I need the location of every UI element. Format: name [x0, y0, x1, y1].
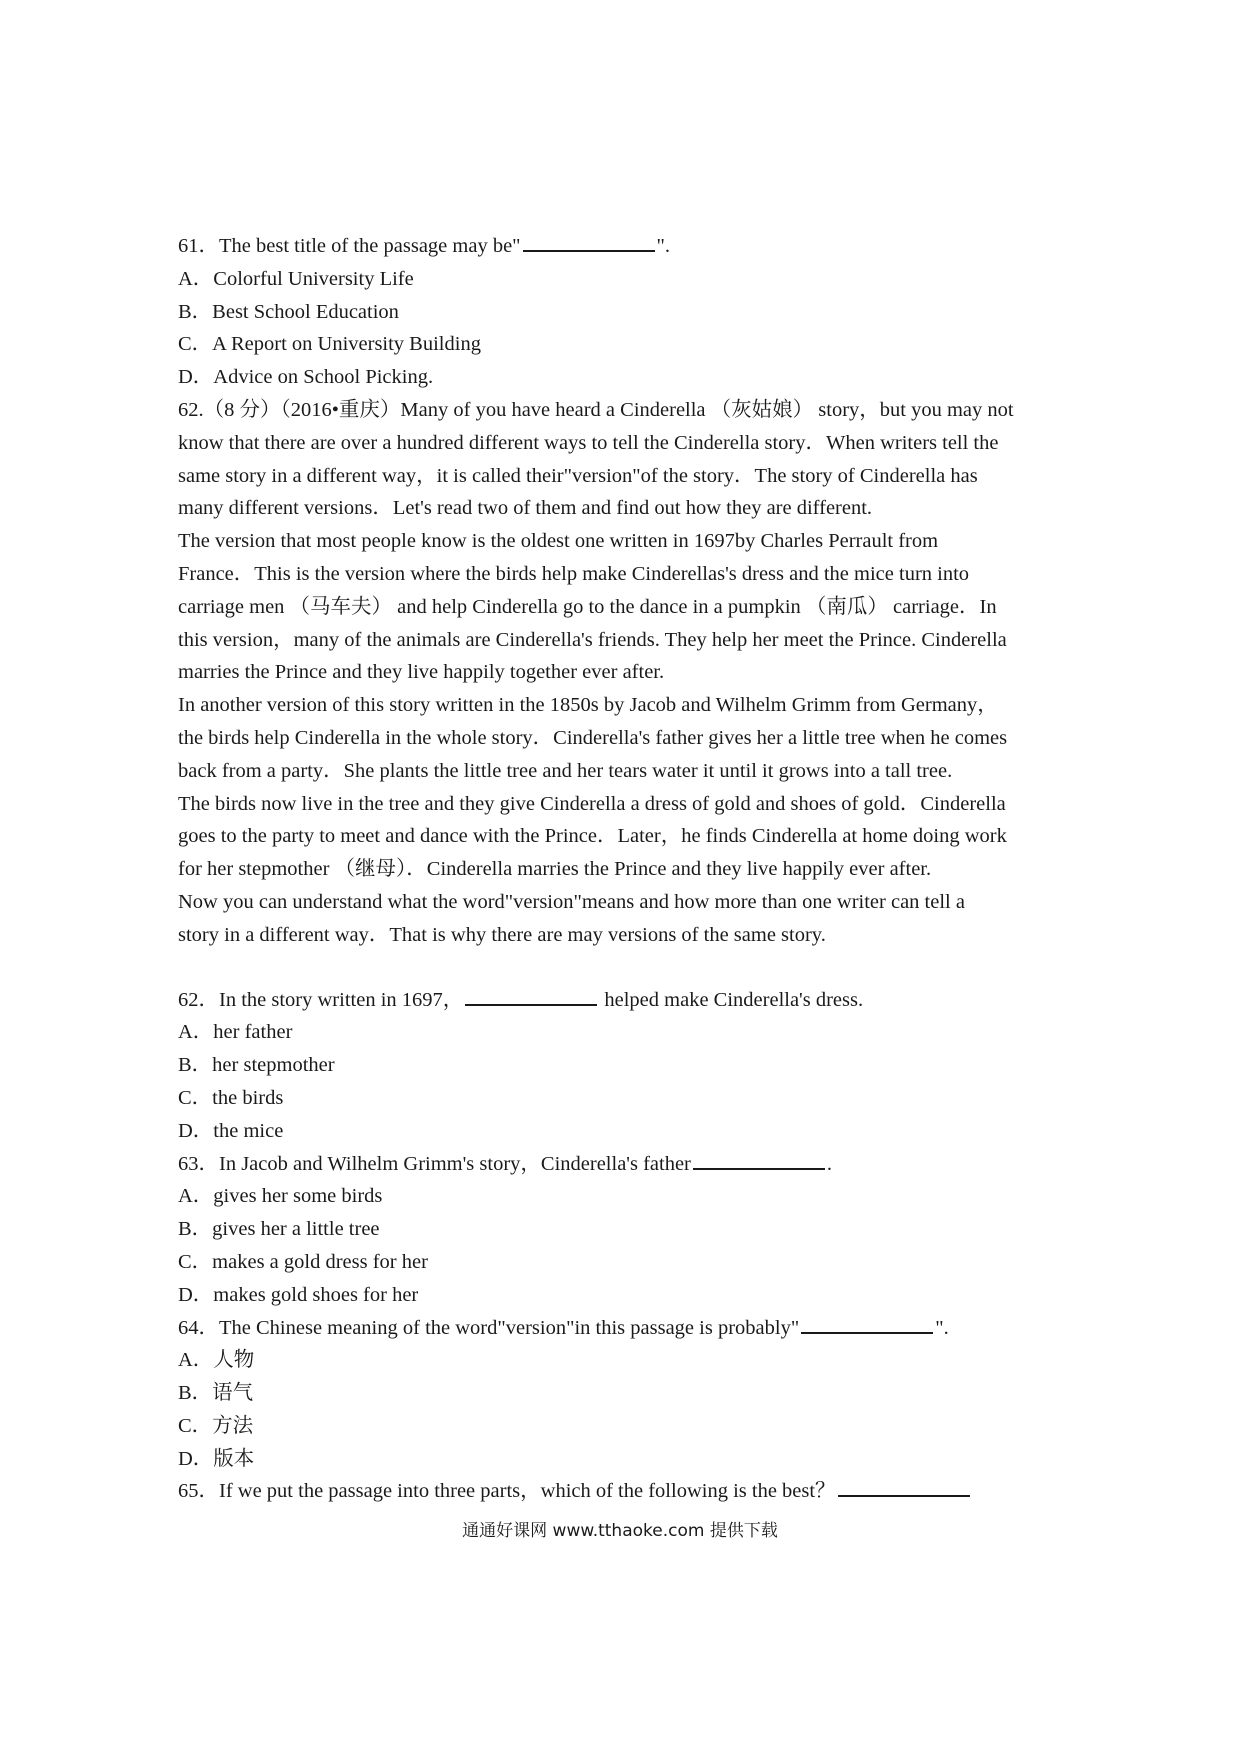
- passage-line: In another version of this story written in the 1850s by Jacob and Wilhelm Grimm from Germany，: [178, 694, 998, 717]
- option-61-c: C．A Report on University Building: [178, 333, 481, 356]
- reading-passage: [178, 394, 1078, 952]
- question-61-text-end: ".: [656, 235, 671, 257]
- passage-line: marries the Prince and they live happily together ever after.: [178, 661, 665, 684]
- passage-line: for her stepmother （继母）．Cinderella marries the Prince and they live happily ever after.: [178, 858, 932, 881]
- answer-blank-62: [465, 984, 597, 1006]
- passage-line: back from a party．She plants the little tree and her tears water it until it grows into a tall tree.: [178, 759, 953, 782]
- page-content: [178, 230, 1078, 1508]
- option-62-b: B．her stepmother: [178, 1054, 335, 1077]
- answer-blank-61: [523, 230, 655, 252]
- passage-line: carriage men （马车夫） and help Cinderella go to the dance in a pumpkin （南瓜） carriage．In: [178, 595, 997, 618]
- option-63-a: A．gives her some birds: [178, 1185, 383, 1208]
- passage-line: the birds help Cinderella in the whole story．Cinderella's father gives her a little tree when he comes: [178, 726, 1008, 749]
- option-62-d: D．the mice: [178, 1119, 284, 1142]
- passage-line: 62.（8 分）（2016•重庆）Many of you have heard a Cinderella （灰姑娘） story，but you may not: [178, 398, 1014, 421]
- passage-line: The version that most people know is the oldest one written in 1697by Charles Perrault from: [178, 530, 939, 553]
- passage-line: Now you can understand what the word"version"means and how more than one writer can tell a: [178, 890, 965, 913]
- answer-blank-65: [838, 1475, 970, 1497]
- option-61-d: D．Advice on School Picking.: [178, 366, 434, 389]
- question-64-stem: [178, 1312, 1078, 1345]
- passage-line: many different versions．Let's read two of them and find out how they are different.: [178, 497, 873, 520]
- answer-blank-63: [693, 1148, 825, 1170]
- passage-line: The birds now live in the tree and they give Cinderella a dress of gold and shoes of gold．Cinderella: [178, 792, 1006, 815]
- passage-line: this version，many of the animals are Cinderella's friends. They help her meet the Prince. Cinderella: [178, 628, 1007, 651]
- option-62-c: C．the birds: [178, 1086, 284, 1109]
- passage-line: same story in a different way，it is called their"version"of the story．The story of Cinderella has: [178, 464, 978, 487]
- question-61-text: 61．The best title of the passage may be": [178, 235, 521, 257]
- option-64-d: D．版本: [178, 1447, 255, 1470]
- question-61-stem: [178, 230, 1078, 263]
- question-63-text-end: .: [826, 1152, 833, 1175]
- question-65-stem: [178, 1475, 1078, 1508]
- section-spacer: [178, 952, 1078, 984]
- question-63-text: 63．In Jacob and Wilhelm Grimm's story，Cinderella's father: [178, 1152, 691, 1175]
- option-64-c: C．方法: [178, 1414, 254, 1437]
- question-64-text-end: ".: [935, 1316, 949, 1339]
- question-62-text-end: helped make Cinderella's dress.: [599, 988, 864, 1011]
- option-64-b: B．语气: [178, 1382, 254, 1405]
- question-62-text: 62．In the story written in 1697，: [178, 988, 464, 1011]
- question-64-text: 64．The Chinese meaning of the word"version"in this passage is probably": [178, 1316, 800, 1339]
- passage-line: goes to the party to meet and dance with the Prince．Later，he finds Cinderella at home doing work: [178, 825, 1007, 848]
- answer-blank-64: [801, 1312, 933, 1334]
- option-64-a: A．人物: [178, 1349, 255, 1372]
- option-61-b: B．Best School Education: [178, 300, 399, 323]
- option-62-a: A．her father: [178, 1021, 293, 1044]
- question-65-text: 65．If we put the passage into three parts，which of the following is the best？: [178, 1480, 836, 1503]
- option-63-d: D．makes gold shoes for her: [178, 1283, 419, 1306]
- passage-line: France．This is the version where the birds help make Cinderellas's dress and the mice turn into: [178, 562, 970, 585]
- passage-line: story in a different way．That is why there are may versions of the same story.: [178, 923, 826, 946]
- option-61-a: A．Colorful University Life: [178, 267, 414, 290]
- question-63-stem: [178, 1148, 1078, 1181]
- option-63-b: B．gives her a little tree: [178, 1218, 380, 1241]
- passage-line: know that there are over a hundred different ways to tell the Cinderella story．When writers tell the: [178, 431, 999, 454]
- page-footer: 通通好课网 www.tthaoke.com 提供下载: [462, 1521, 778, 1541]
- option-63-c: C．makes a gold dress for her: [178, 1250, 428, 1273]
- question-62-stem: [178, 984, 1078, 1017]
